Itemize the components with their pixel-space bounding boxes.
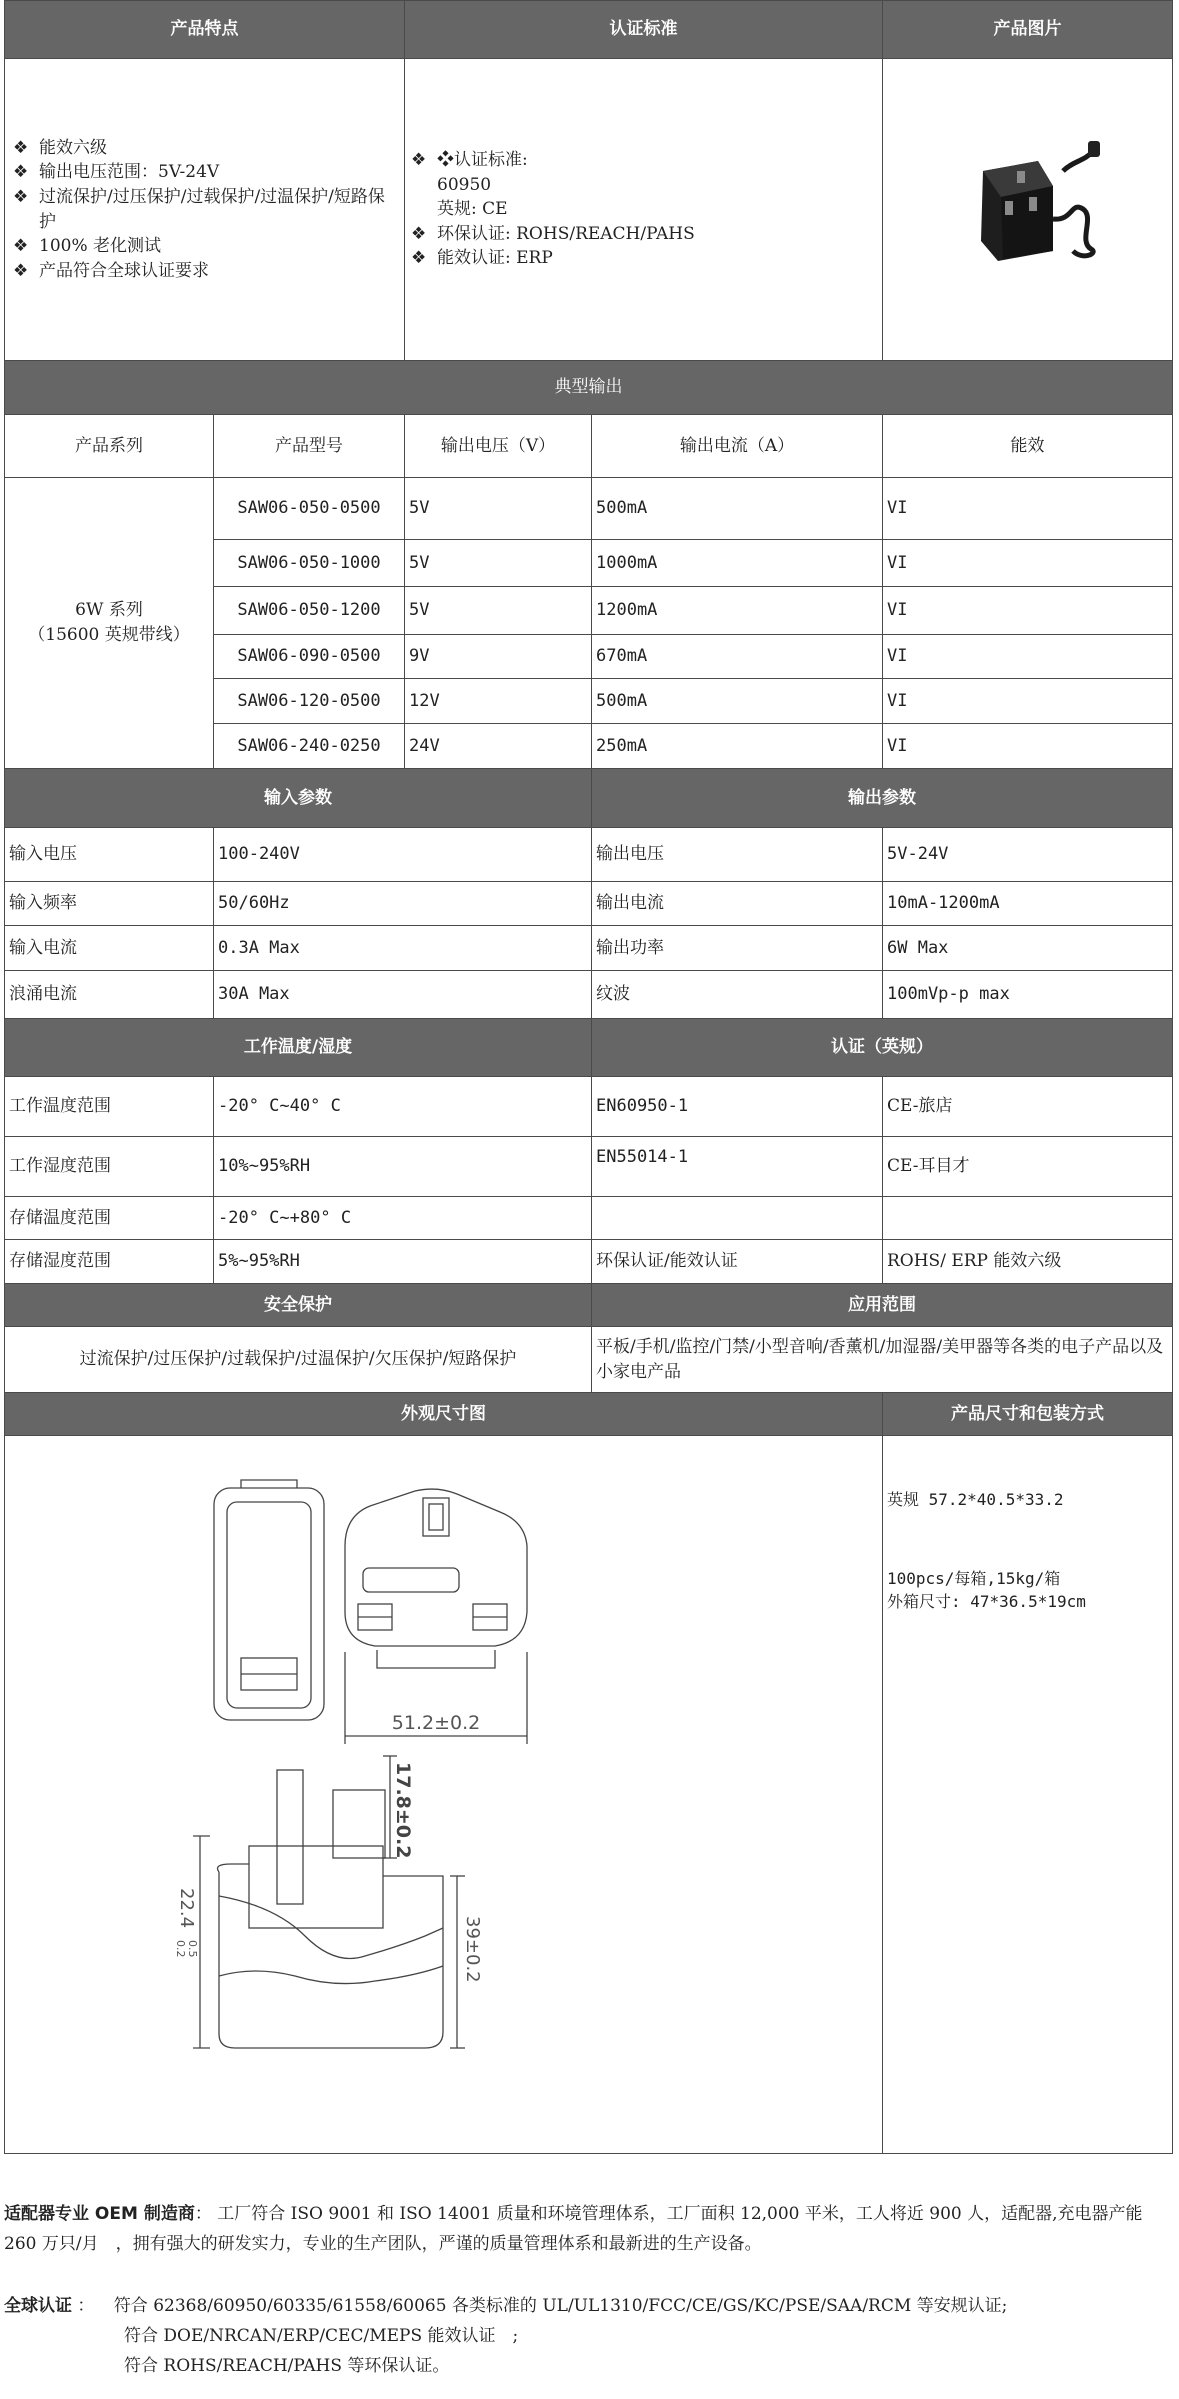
- model-cell: SAW06-120-0500: [214, 679, 405, 724]
- bullet-icon: ❖: [13, 186, 29, 207]
- param-value: 100-240V: [214, 828, 592, 882]
- feature-text: 能效六级: [39, 137, 107, 158]
- packing-cell: [883, 1436, 1173, 2154]
- header-certification: 认证标准: [405, 1, 883, 59]
- model-cell: SAW06-090-0500: [214, 635, 405, 679]
- env-label: 工作湿度范围: [5, 1137, 214, 1197]
- feature-item: [13, 160, 396, 185]
- packing-title: 产品尺寸和包装方式: [883, 1393, 1173, 1436]
- oem-label: 适配器专业 OEM 制造商: [4, 2204, 195, 2224]
- param-label: 输入电流: [5, 926, 214, 971]
- voltage-cell: 5V: [405, 540, 592, 587]
- dim-height-label: 39±0.2: [462, 1916, 483, 1983]
- env-label: 存储温度范围: [5, 1197, 214, 1240]
- efficiency-cell: VI: [883, 478, 1173, 540]
- cert-mark: CE-旅店: [883, 1077, 1173, 1137]
- current-cell: 250mA: [592, 724, 883, 769]
- env-value: -20° C~+80° C: [214, 1197, 592, 1240]
- model-cell: SAW06-050-0500: [214, 478, 405, 540]
- model-cell: SAW06-240-0250: [214, 724, 405, 769]
- adapter-image: [953, 131, 1103, 281]
- param-value: 0.3A Max: [214, 926, 592, 971]
- cert-mark: ROHS/ ERP 能效六级: [883, 1240, 1173, 1284]
- current-cell: 1000mA: [592, 540, 883, 587]
- efficiency-cell: VI: [883, 635, 1173, 679]
- bullet-icon: ❖: [411, 223, 427, 244]
- voltage-cell: 5V: [405, 478, 592, 540]
- param-value: 6W Max: [883, 926, 1173, 971]
- product-size: 英规 57.2*40.5*33.2: [887, 1490, 1064, 1509]
- safety-title: 安全保护: [5, 1284, 592, 1327]
- param-value: 30A Max: [214, 971, 592, 1019]
- dim-depth-label: 22.4: [176, 1888, 197, 1929]
- input-params-title: 输入参数: [5, 769, 592, 828]
- oem-note: [4, 2200, 1172, 2260]
- env-title: 工作温度/湿度: [5, 1019, 592, 1077]
- bullet-icon: ❖: [13, 162, 29, 183]
- features-cell: [5, 59, 405, 361]
- feature-text: 产品符合全球认证要求: [39, 260, 209, 281]
- bullet-icon: ❖: [411, 248, 427, 269]
- dim-depth-tol-up: 0.5: [186, 1940, 199, 1958]
- col-series: 产品系列: [5, 415, 214, 478]
- cert-item: [411, 148, 876, 173]
- series-name: 6W 系列: [75, 600, 143, 621]
- bullet-icon: ❖: [13, 236, 29, 257]
- param-label: 输入电压: [5, 828, 214, 882]
- param-label: 输出功率: [592, 926, 883, 971]
- param-value: 10mA-1200mA: [883, 882, 1173, 926]
- env-label: 存储湿度范围: [5, 1240, 214, 1284]
- feature-item: [13, 185, 396, 234]
- carton-size: 外箱尺寸: 47*36.5*19cm: [887, 1592, 1086, 1612]
- oem-text: 工厂符合 ISO 9001 和 ISO 14001 质量和环境管理体系，工厂面积 12,000 平米，工人将近 900 人，适配器,充电器产能 260 万只/月 ，拥有强大的研发实力，专业的生产团队，严谨的质量管理体系和最新进的生产设备。: [4, 2204, 1143, 2254]
- cert-text: ❖认证标准:: [437, 149, 528, 170]
- efficiency-cell: VI: [883, 679, 1173, 724]
- application-title: 应用范围: [592, 1284, 1173, 1327]
- output-params-title: 输出参数: [592, 769, 1173, 828]
- cert-text: 环保认证: ROHS/REACH/PAHS: [437, 223, 695, 244]
- cert-standard: EN60950-1: [592, 1077, 883, 1137]
- feature-text: 100% 老化测试: [39, 236, 162, 257]
- dim-depth-tol-dn: 0.2: [174, 1940, 187, 1958]
- param-label: 输出电流: [592, 882, 883, 926]
- voltage-cell: 24V: [405, 724, 592, 769]
- cert-standard: 环保认证/能效认证: [592, 1240, 883, 1284]
- cert-item: [411, 197, 876, 222]
- typical-output-title: 典型输出: [5, 361, 1173, 415]
- cert-item: [411, 173, 876, 198]
- spec-sheet: [4, 0, 1172, 2154]
- dim-pin-label-group: [392, 1762, 414, 1858]
- cert-text: 60950: [437, 174, 492, 195]
- dim-depth-label-group: [174, 1888, 199, 1958]
- dim-height-label-group: [462, 1916, 483, 1983]
- cert-item: [411, 246, 876, 271]
- application-text: 平板/手机/监控/门禁/小型音响/香薰机/加湿器/美甲器等各类的电子产品以及小家电产品: [592, 1327, 1173, 1393]
- env-value: -20° C~40° C: [214, 1077, 592, 1137]
- efficiency-cell: VI: [883, 724, 1173, 769]
- feature-text: 过流保护/过压保护/过载保护/过温保护/短路保护: [39, 186, 385, 232]
- param-label: 输出电压: [592, 828, 883, 882]
- dimension-drawing: [5, 1436, 881, 2152]
- current-cell: 500mA: [592, 478, 883, 540]
- feature-text: 输出电压范围：5V-24V: [39, 162, 220, 183]
- plug-face-view: [345, 1489, 527, 1744]
- cert-list: [409, 148, 878, 271]
- voltage-cell: 5V: [405, 587, 592, 635]
- header-product-image: 产品图片: [883, 1, 1173, 59]
- global-cert-line1: 符合 62368/60950/60335/61558/60065 各类标准的 UL/UL1310/FCC/CE/GS/KC/PSE/SAA/RCM 等安规认证;: [113, 2296, 1008, 2316]
- dims-drawing-cell: [5, 1436, 883, 2154]
- bullet-icon: ❖: [411, 149, 427, 170]
- cert-item: [411, 222, 876, 247]
- bullet-icon: ❖: [13, 260, 29, 281]
- feature-item: [13, 136, 396, 161]
- dim-width-label: 51.2±0.2: [391, 1712, 481, 1734]
- param-label: 纹波: [592, 971, 883, 1019]
- feature-list: [9, 136, 400, 284]
- voltage-cell: 9V: [405, 635, 592, 679]
- global-cert-label: 全球认证: [4, 2296, 72, 2316]
- cert-mark: [883, 1197, 1173, 1240]
- col-current: 输出电流（A）: [592, 415, 883, 478]
- env-value: 10%~95%RH: [214, 1137, 592, 1197]
- global-cert-separator: ：: [77, 2296, 95, 2316]
- col-efficiency: 能效: [883, 415, 1173, 478]
- dims-title: 外观尺寸图: [5, 1393, 883, 1436]
- spec-table: [4, 0, 1173, 2154]
- efficiency-cell: VI: [883, 587, 1173, 635]
- col-voltage: 输出电压（V）: [405, 415, 592, 478]
- current-cell: 500mA: [592, 679, 883, 724]
- param-value: 50/60Hz: [214, 882, 592, 926]
- bullet-icon: ❖: [13, 137, 29, 158]
- packing-qty: 100pcs/每箱,15kg/箱: [887, 1569, 1061, 1589]
- current-cell: 670mA: [592, 635, 883, 679]
- cert-text: 能效认证: ERP: [437, 248, 553, 269]
- cert-uk-title: 认证（英规）: [592, 1019, 1173, 1077]
- feature-item: [13, 234, 396, 259]
- series-cell: [5, 478, 214, 769]
- model-cell: SAW06-050-1200: [214, 587, 405, 635]
- efficiency-cell: VI: [883, 540, 1173, 587]
- env-value: 5%~95%RH: [214, 1240, 592, 1284]
- product-image-cell: [883, 59, 1173, 361]
- col-model: 产品型号: [214, 415, 405, 478]
- param-label: 输入频率: [5, 882, 214, 926]
- cert-standard: EN55014-1: [592, 1137, 883, 1197]
- param-value: 100mVp-p max: [883, 971, 1173, 1019]
- header-features: 产品特点: [5, 1, 405, 59]
- global-cert-line2: 符合 DOE/NRCAN/ERP/CEC/MEPS 能效认证 ;: [124, 2325, 519, 2346]
- global-cert-note: [4, 2292, 1172, 2381]
- model-cell: SAW06-050-1000: [214, 540, 405, 587]
- param-value: 5V-24V: [883, 828, 1173, 882]
- protection-text: 过流保护/过压保护/过载保护/过温保护/欠压保护/短路保护: [5, 1327, 592, 1393]
- dim-pin-label: 17.8±0.2: [392, 1762, 414, 1859]
- voltage-cell: 12V: [405, 679, 592, 724]
- global-cert-line3: 符合 ROHS/REACH/PAHS 等环保认证。: [124, 2355, 450, 2376]
- env-label: 工作温度范围: [5, 1077, 214, 1137]
- side-view: [193, 1756, 465, 2048]
- cert-standard: [592, 1197, 883, 1240]
- series-desc: （15600 英规带线）: [28, 625, 190, 645]
- current-cell: 1200mA: [592, 587, 883, 635]
- param-label: 浪涌电流: [5, 971, 214, 1019]
- cert-text: 英规: CE: [437, 199, 508, 220]
- front-view: [214, 1480, 324, 1720]
- oem-separator: ：: [194, 2204, 212, 2224]
- cert-mark: CE-耳目才: [883, 1137, 1173, 1197]
- feature-item: [13, 259, 396, 284]
- certs-cell: [405, 59, 883, 361]
